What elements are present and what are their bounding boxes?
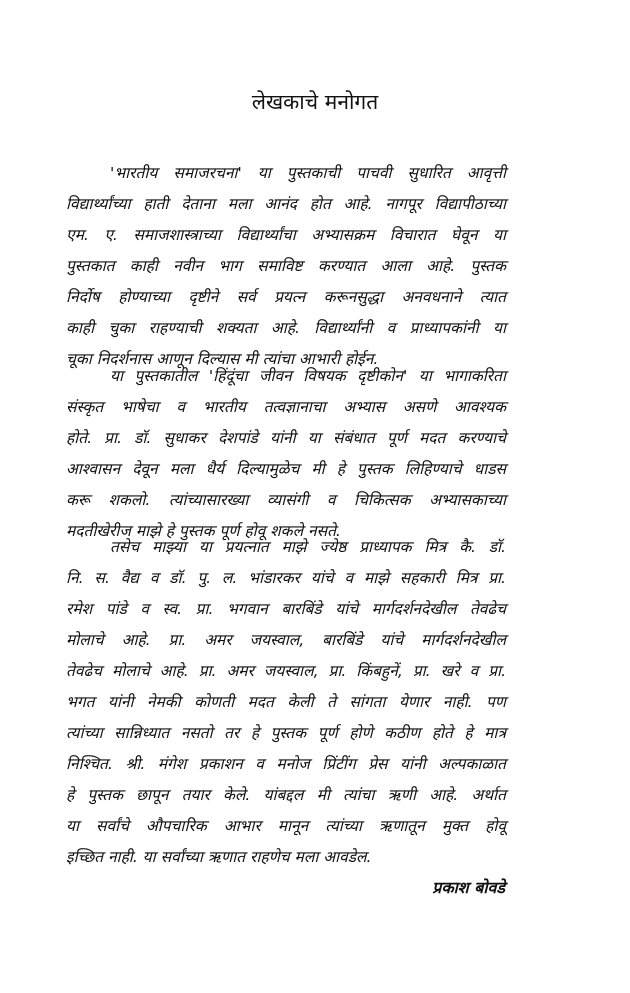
text-line: तेवढेच मोलाचे आहे. प्रा. अमर जयस्वाल, प्रा. किंबहुनें, प्रा. खरे व प्रा.	[66, 662, 506, 680]
text-line: एम. ए. समाजशास्त्राच्या विद्यार्थ्यांचा अभ्यासक्रम विचारात घेवून या	[66, 226, 506, 244]
text-line: तसेच माझ्या या प्रयत्नात माझे ज्येष्ठ प्राध्यापक मित्र कै. डॉ.	[110, 538, 506, 556]
text-line: रमेश पांडे व स्व. प्रा. भगवान बारबिंडे यांचे मार्गदर्शनदेखील तेवढेच	[66, 600, 506, 618]
text-line: या सर्वांचे औपचारिक आभार मानून त्यांच्या ऋणातून मुक्त होवू	[66, 817, 506, 835]
text-line: हे पुस्तक छापून तयार केले. यांबद्दल मी त्यांचा ऋणी आहे. अर्थात	[66, 786, 506, 804]
text-line: 'भारतीय समाजरचना' या पुस्तकाची पाचवी सुधारित आवृत्ती	[110, 164, 506, 182]
text-line: त्यांच्या सान्निध्यात नसतो तर हे पुस्तक पूर्ण होणे कठीण होते हे मात्र	[66, 724, 506, 742]
paragraph-2	[66, 361, 506, 547]
text-line: इच्छित नाही. या सर्वांच्या ऋणात राहणेच मला आवडेल.	[66, 848, 372, 866]
text-line: संस्कृत भाषेचा व भारतीय तत्वज्ञानाचा अभ्यास असणे आवश्यक	[66, 398, 506, 416]
paragraph-1	[66, 158, 506, 375]
paragraph-3	[66, 532, 506, 873]
text-line: करू शकलो. त्यांच्यासारख्या व्यासंगी व चिकित्सक अभ्यासकाच्या	[66, 491, 506, 509]
author-signature: प्रकाश बोवडे	[432, 878, 505, 897]
text-line: भगत यांनी नेमकी कोणती मदत केली ते सांगता येणार नाही. पण	[66, 693, 506, 711]
text-line: काही चुका राहण्याची शक्यता आहे. विद्यार्थ्यांनी व प्राध्यापकांनी या	[66, 319, 506, 337]
text-line: पुस्तकात काही नवीन भाग समाविष्ट करण्यात आला आहे. पुस्तक	[66, 257, 506, 275]
page-title: लेखकाचे मनोगत	[251, 90, 379, 114]
text-line: होते. प्रा. डॉ. सुधाकर देशपांडे यांनी या संबंधात पूर्ण मदत करण्याचे	[66, 429, 506, 447]
text-line: विद्यार्थ्यांच्या हाती देताना मला आनंद होत आहे. नागपूर विद्यापीठाच्या	[66, 195, 506, 213]
text-line: चूका निदर्शनास आणून दिल्यास मी त्यांचा आभारी होईन.	[66, 350, 379, 368]
text-line: या पुस्तकातील 'हिंदूंचा जीवन विषयक दृष्टीकोन' या भागाकरिता	[110, 367, 506, 385]
text-line: मदतीखेरीज माझे हे पुस्तक पूर्ण होवू शकले नसते.	[66, 522, 341, 540]
text-line: आश्वासन देवून मला धैर्य दिल्यामुळेच मी हे पुस्तक लिहिण्याचे धाडस	[66, 460, 506, 478]
text-line: निर्दोष होण्याच्या दृष्टीने सर्व प्रयत्न करूनसुद्धा अनवधनाने त्यात	[66, 288, 506, 306]
text-line: नि. स. वैद्य व डॉ. पु. ल. भांडारकर यांचे व माझे सहकारी मित्र प्रा.	[66, 569, 506, 587]
text-line: मोलाचे आहे. प्रा. अमर जयस्वाल, बारबिंडे यांचे मार्गदर्शनदेखील	[66, 631, 506, 649]
text-line: निश्चित. श्री. मंगेश प्रकाशन व मनोज प्रिंटींग प्रेस यांनी अल्पकाळात	[66, 755, 506, 773]
